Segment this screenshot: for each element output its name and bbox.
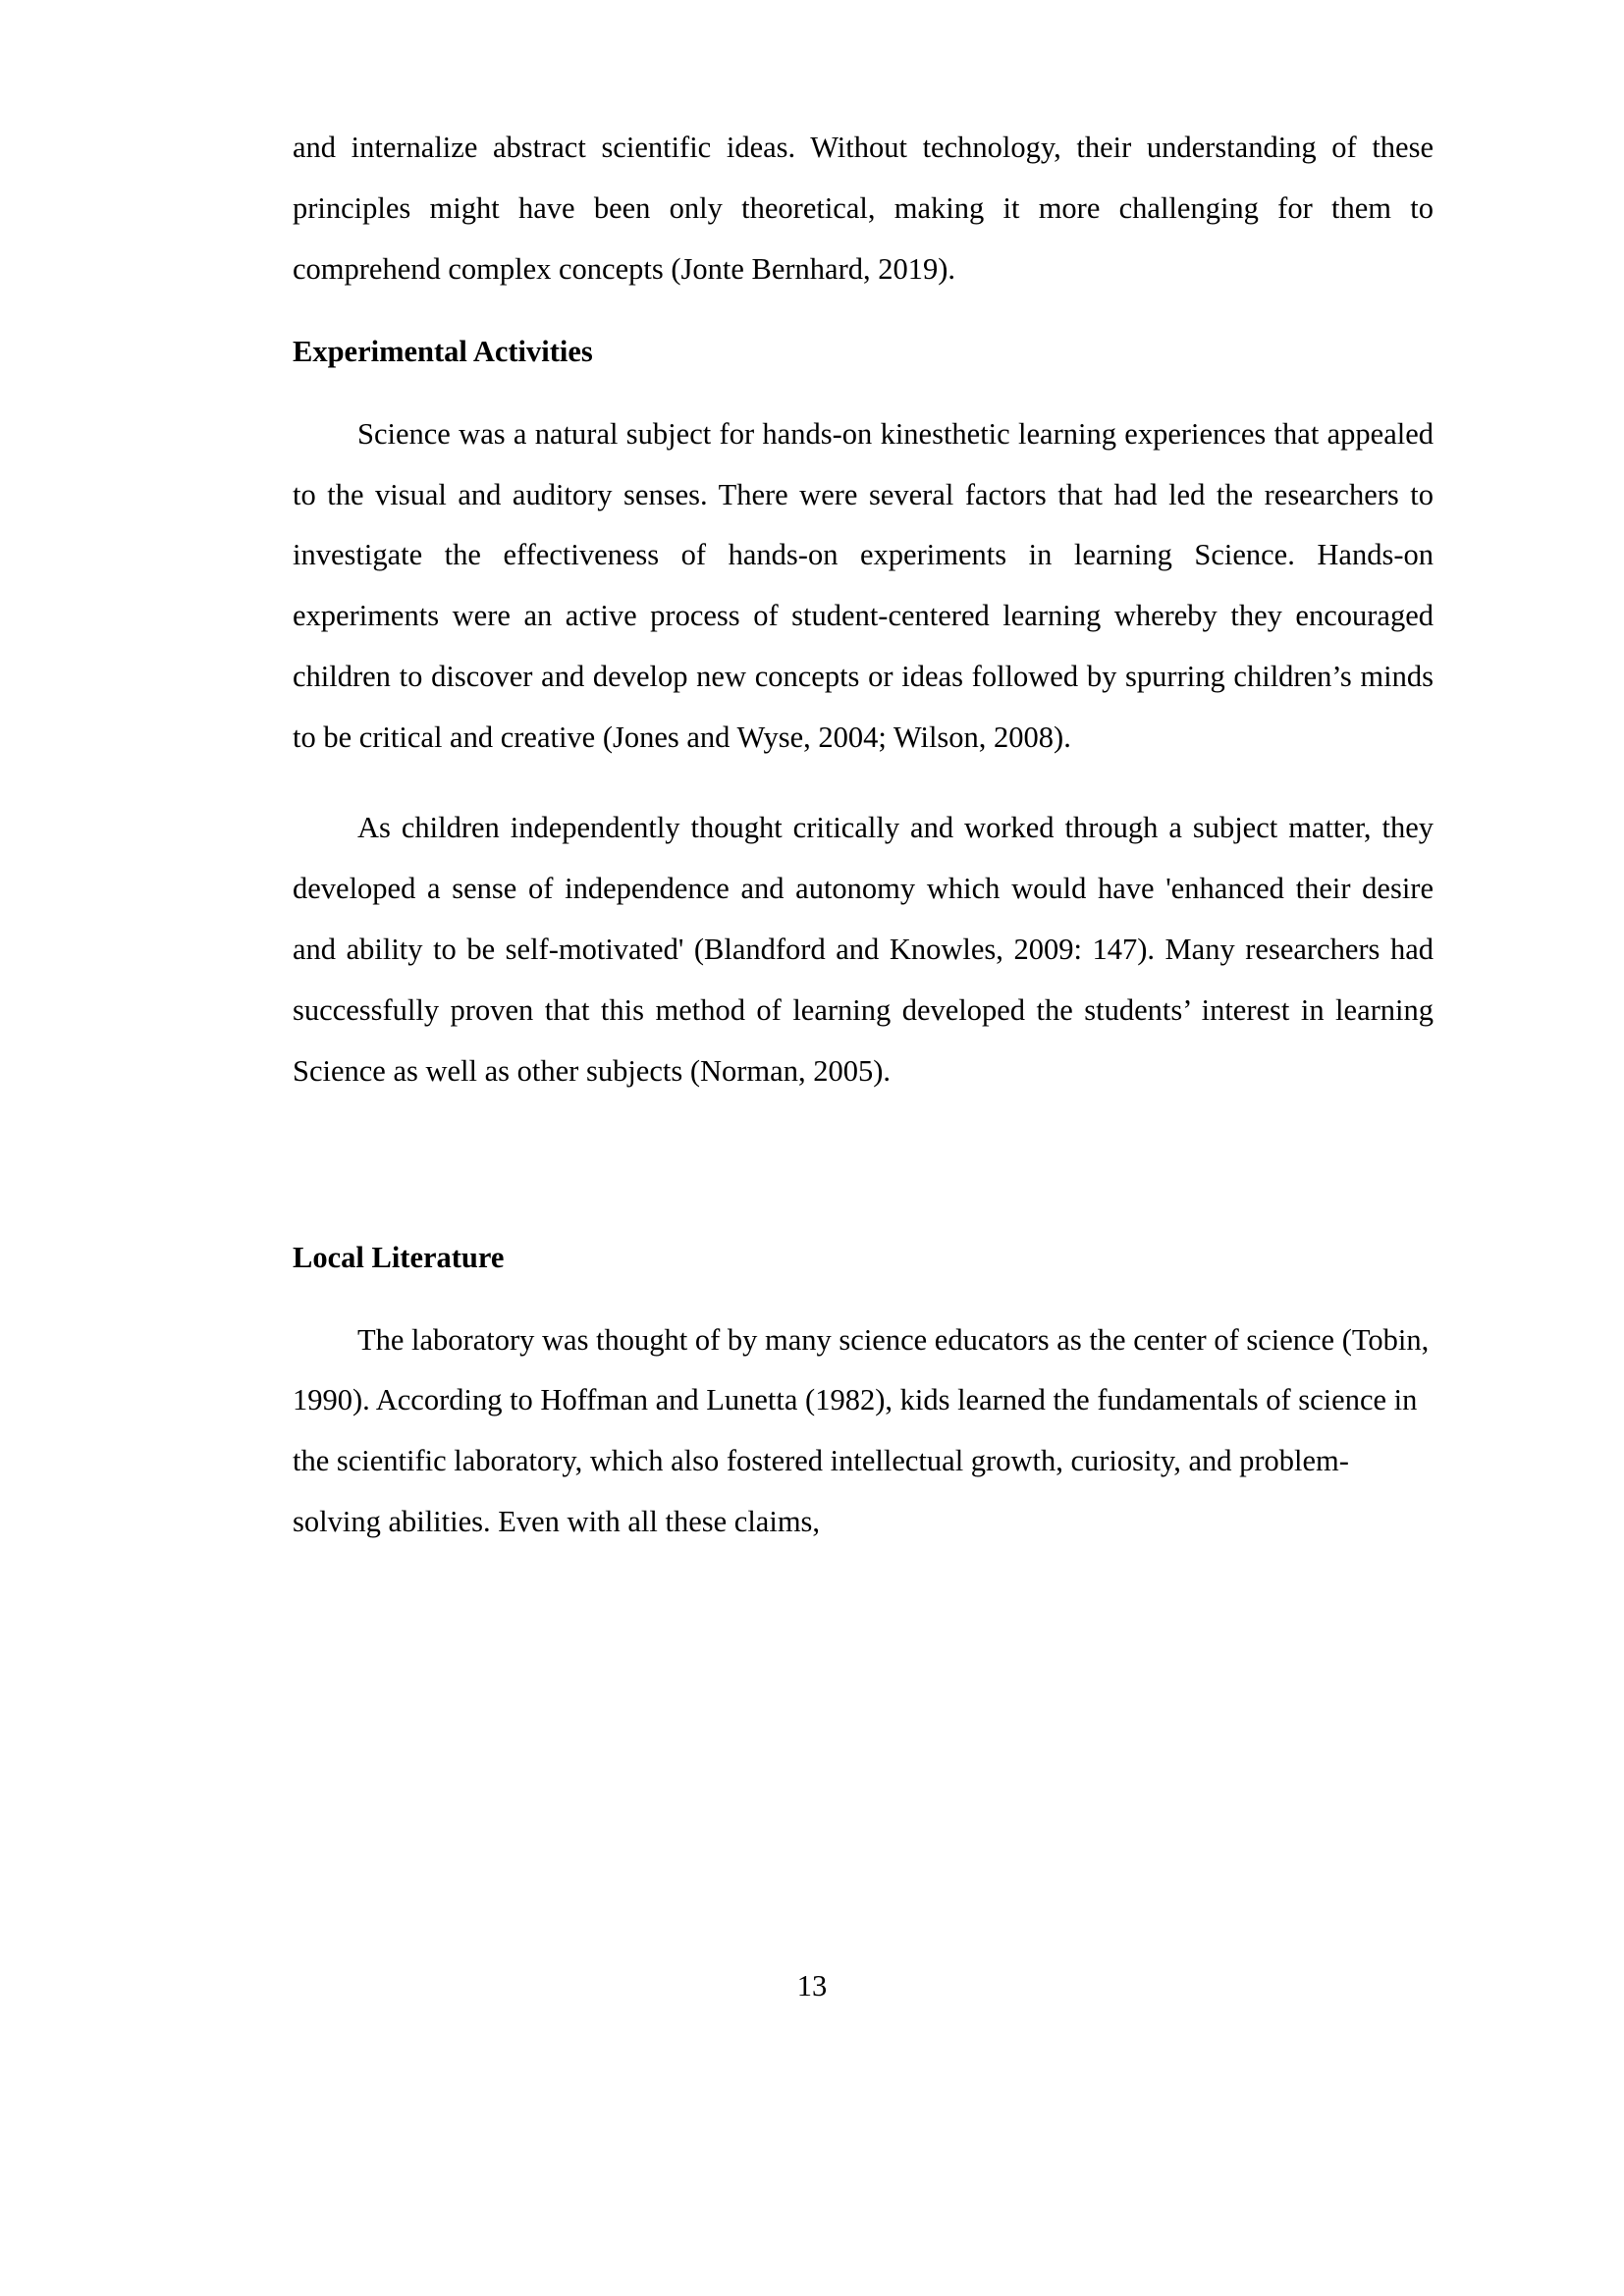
paragraph-experimental-activities-2: As children independently thought critically and worked through a subject matter, they developed a sense of independence and autonomy which would have 'enhanced their desire and ability to be self-motivated' (Blandford and Knowles, 2009: 147). Many researchers had successfully proven that this method of learning developed the students’ interest in learning Science as well as other subjects (Norman, 2005). [293,811,1434,1088]
page-content [293,118,1434,1553]
spacer [293,769,1434,798]
paragraph-experimental-activities-1: Science was a natural subject for hands-on kinesthetic learning experiences that appealed to the visual and auditory senses. There were several factors that had led the researchers to investigate the effectiveness of hands-on experiments in learning Science. Hands-on experiments were an active process of student-centered learning whereby they encouraged children to discover and develop new concepts or ideas followed by spurring children’s minds to be critical and creative (Jones and Wyse, 2004; Wilson, 2008). [293,416,1434,755]
spacer [293,1289,1434,1310]
spacer [293,300,1434,322]
page-number: 13 [796,1969,828,2002]
paragraph-local-literature-1: The laboratory was thought of by many science educators as the center of science (Tobin, 1990). According to Hoffman and Lunetta (1982), kids learned the fundamentals of science in the scientific laboratory, which also fostered intellectual growth, curiosity, and problem-solving abilities. Even with all these claims, [293,1322,1430,1539]
spacer [293,383,1434,404]
paragraph-continued-from-previous-page: and internalize abstract scientific ideas. Without technology, their understanding of these principles might have been only theoretical, making it more challenging for them to comprehend complex concepts (Jonte Bernhard, 2019). [293,131,1434,286]
section-gap-spacer [293,1102,1434,1228]
heading-experimental-activities: Experimental Activities [293,334,593,368]
heading-local-literature: Local Literature [293,1240,505,1274]
